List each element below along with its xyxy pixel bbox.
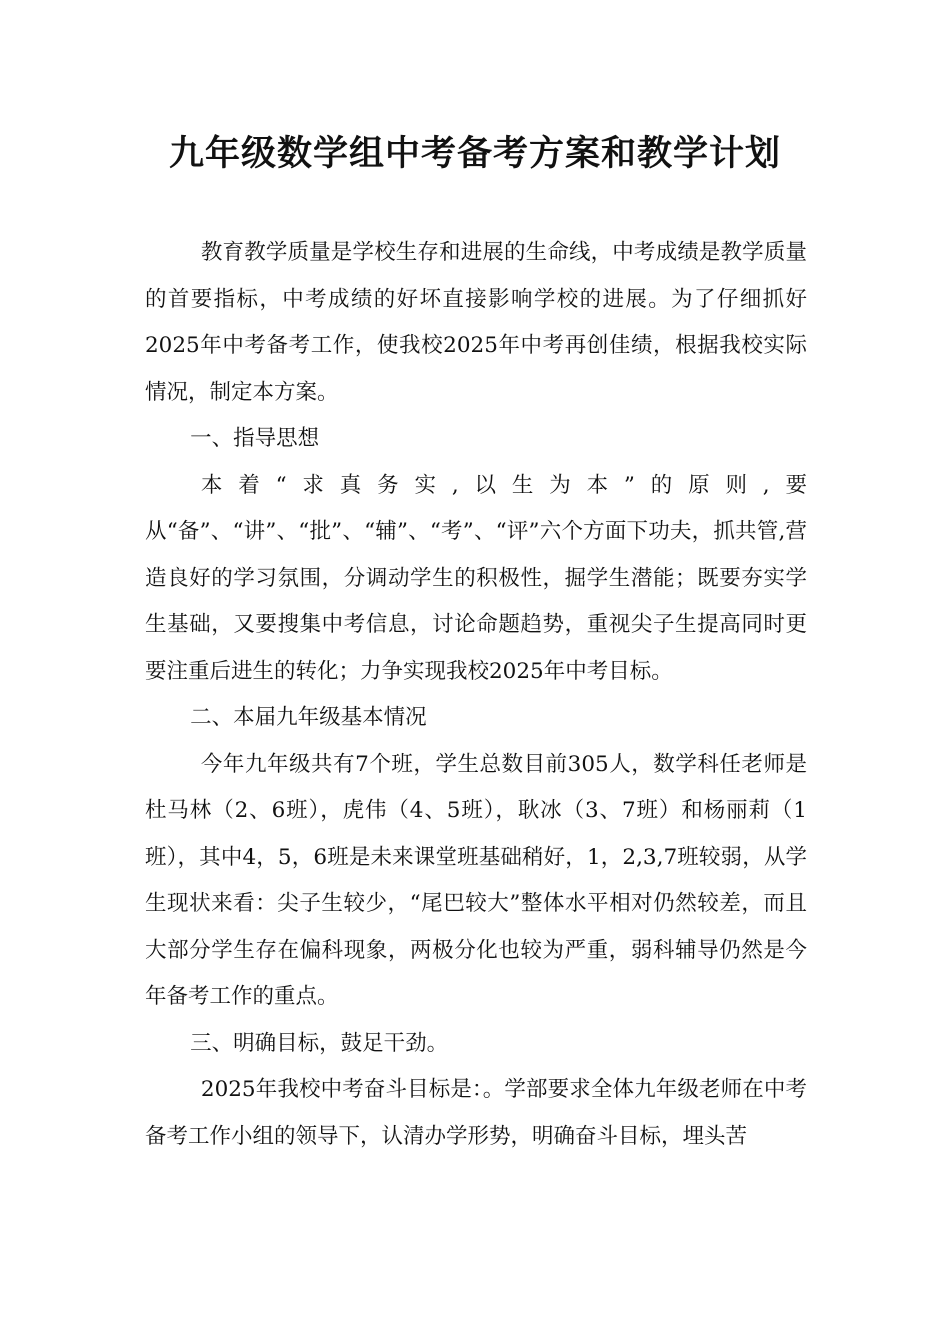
section-heading-grade-situation: 二、本届九年级基本情况 <box>190 705 427 730</box>
paragraph-intro: 教育教学质量是学校生存和进展的生命线，中考成绩是教学质量的首要指标，中考成绩的好坏直接影响学校的进展。为了仔细抓好2025年中考备考工作，使我校2025年中考再创佳绩，根据我校实际情况，制定本方案。 <box>145 240 807 405</box>
paragraph-grade-situation: 今年九年级共有7个班，学生总数目前305人，数学科任老师是杜马林（2、6班），虎伟（4、5班），耿冰（3、7班）和杨丽莉（1班），其中4，5，6班是未来课堂班基础稍好，1，2,3,7班较弱，从学生现状来看：尖子生较少，“尾巴较大”整体水平相对仍然较差，而且大部分学生存在偏科现象，两极分化也较为严重，弱科辅导仍然是今年备考工作的重点。 <box>145 751 807 1009</box>
document-body <box>145 230 807 1160</box>
paragraph-goals: 2025年我校中考奋斗目标是：。学部要求全体九年级老师在中考备考工作小组的领导下，认清办学形势，明确奋斗目标，埋头苦 <box>145 1077 807 1149</box>
section-heading-guiding-thought: 一、指导思想 <box>190 426 320 451</box>
paragraph-guiding-thought: 本着“求真务实,以生为本”的原则,要从“备”、“讲”、“批”、“辅”、“考”、“评”六个方面下功夫，抓共管,营造良好的学习氛围，分调动学生的积极性，掘学生潜能；既要夯实学生基础，又要搜集中考信息，讨论命题趋势，重视尖子生提高同时更要注重后进生的转化；力争实现我校2025年中考目标。 <box>145 472 807 684</box>
document-title: 九年级数学组中考备考方案和教学计划 <box>168 134 781 174</box>
section-heading-goals: 三、明确目标，鼓足干劲。 <box>190 1030 449 1056</box>
